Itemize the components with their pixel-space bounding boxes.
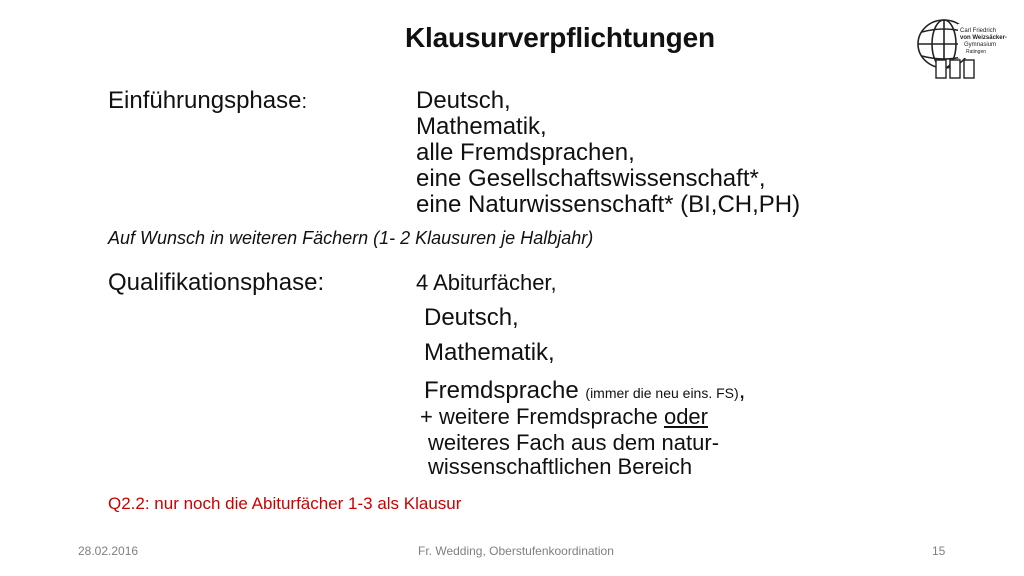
q-mathe: Mathematik,	[424, 339, 555, 366]
ef-label-text: Einführungsphase	[108, 87, 302, 114]
q-label-colon: :	[317, 269, 325, 296]
q-fremdsprache: Fremdsprache	[424, 377, 579, 404]
optional-note: Auf Wunsch in weiteren Fächern (1- 2 Klausuren je Halbjahr)	[108, 228, 594, 248]
q-weitere-line	[420, 404, 708, 430]
footer-author: Fr. Wedding, Oberstufenkoordination	[418, 544, 614, 558]
q22-note: Q2.2: nur noch die Abiturfächer 1-3 als Klausur	[108, 494, 462, 513]
ef-subject-line: eine Gesellschaftswissenschaft*,	[416, 165, 766, 192]
ef-subject-line: Mathematik,	[416, 113, 547, 140]
q-fremdsprache-comma: ,	[738, 377, 746, 404]
logo-line-2: von Weizsäcker-	[960, 35, 1007, 41]
q-first-line: 4 Abiturfächer,	[416, 270, 557, 295]
slide-title: Klausurverpflichtungen	[405, 22, 715, 53]
logo-line-4: Ratingen	[966, 49, 987, 55]
q-fach-line-2: wissenschaftlichen Bereich	[428, 454, 693, 479]
footer-date: 28.02.2016	[78, 544, 139, 558]
q-fach-line-1: weiteres Fach aus dem natur-	[428, 430, 720, 455]
ef-subject-list	[416, 88, 800, 218]
q-weitere-prefix: + weitere Fremdsprache	[420, 404, 658, 429]
footer-page-number: 15	[932, 544, 946, 558]
ef-subject-line: eine Naturwissenschaft* (BI,CH,PH)	[416, 191, 801, 218]
logo-line-3: Gymnasium	[964, 42, 997, 48]
q-fremdsprache-line	[424, 378, 745, 406]
ef-subject-line: alle Fremdsprachen,	[416, 139, 635, 166]
q-oder: oder	[663, 404, 708, 429]
ef-subject-line: Deutsch,	[416, 87, 511, 114]
school-logo	[914, 14, 1010, 80]
q-fremdsprache-note: (immer die neu eins. FS)	[585, 385, 739, 401]
ef-label	[108, 88, 307, 115]
ef-label-colon: :	[301, 91, 308, 113]
q-label-text: Qualifikationsphase	[108, 269, 318, 296]
logo-line-1: Carl Friedrich	[960, 28, 997, 34]
q-label	[108, 270, 324, 296]
q-deutsch: Deutsch,	[424, 304, 519, 331]
